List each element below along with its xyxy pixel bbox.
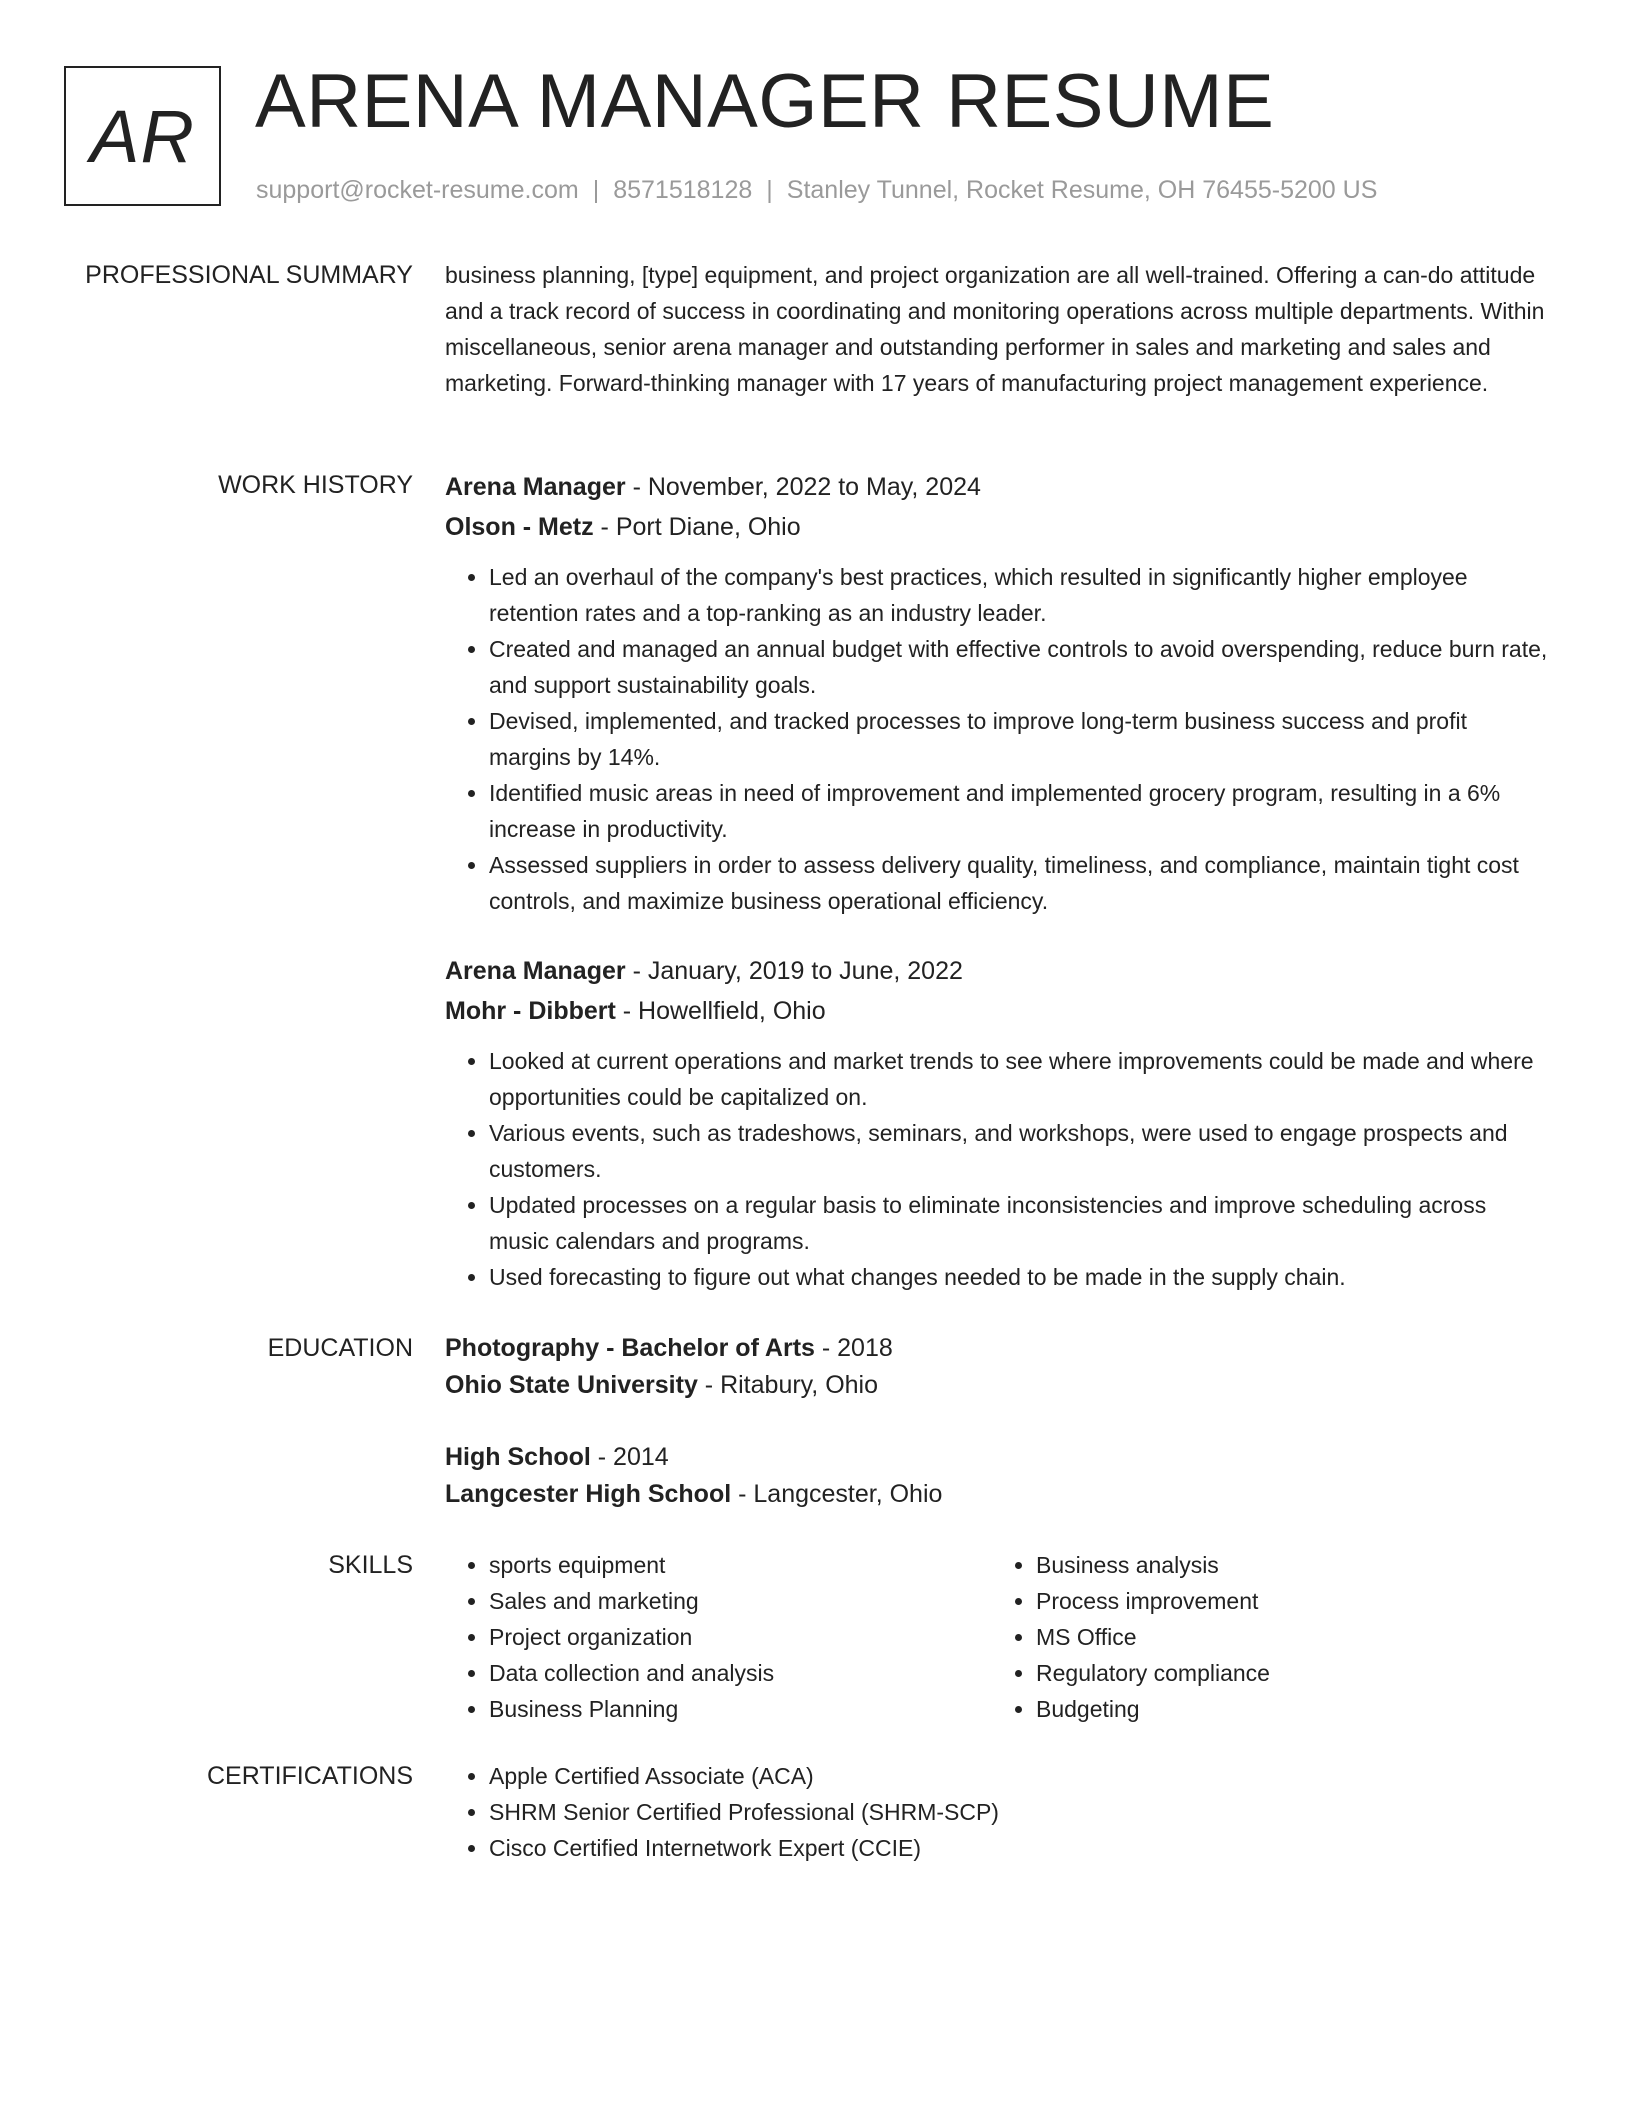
certification-item: • Cisco Certified Internetwork Expert (CCIE)	[489, 1830, 1550, 1866]
education-degree: High School	[445, 1443, 591, 1471]
education-school-line	[445, 1367, 1550, 1404]
job-title-line	[445, 467, 1550, 507]
skill-item: • Regulatory compliance	[1036, 1655, 1539, 1691]
contact-phone: 8571518128	[613, 176, 753, 204]
job-bullet: • Looked at current operations and market trends to see where improvements could be made and where opportunities could be capitalized on.	[489, 1043, 1550, 1115]
skill-item: • Data collection and analysis	[489, 1655, 992, 1691]
job-bullet: • Devised, implemented, and tracked processes to improve long-term business success and profit margins by 14%.	[489, 703, 1550, 775]
education-year: - 2018	[814, 1334, 893, 1362]
job-company: Olson - Metz	[445, 513, 594, 541]
job-location: - Howellfield, Ohio	[615, 997, 826, 1025]
skill-item: • MS Office	[1036, 1619, 1539, 1655]
job-company-line	[445, 507, 1550, 547]
skills-column-right	[992, 1547, 1539, 1727]
section-label-summary: PROFESSIONAL SUMMARY	[85, 261, 413, 289]
skill-item: • Project organization	[489, 1619, 992, 1655]
job-location: - Port Diane, Ohio	[593, 513, 801, 541]
job-bullet: • Identified music areas in need of improvement and implemented grocery program, resulting in a 6% increase in productivity.	[489, 775, 1550, 847]
education-degree: Photography - Bachelor of Arts	[445, 1334, 815, 1362]
page-title: ARENA MANAGER RESUME	[255, 59, 1275, 144]
education-school: Ohio State University	[445, 1371, 698, 1399]
contact-separator: |	[766, 176, 773, 204]
job-title-line	[445, 951, 1550, 991]
contact-separator: |	[592, 176, 600, 204]
job-bullet: • Updated processes on a regular basis to eliminate inconsistencies and improve scheduling across music calendars and programs.	[489, 1187, 1550, 1259]
education-degree-line	[445, 1439, 942, 1476]
job-bullet: • Created and managed an annual budget with effective controls to avoid overspending, reduce burn rate, and support sustainability goals.	[489, 631, 1550, 703]
summary-text: business planning, [type] equipment, and project organization are all well-trained. Offering a can-do attitude and a track record of success in coordinating and monitoring operations across multiple departments. Within miscellaneous, senior arena manager and outstanding performer in sales and marketing and sales and marketing. Forward-thinking manager with 17 years of manufacturing project management experience.	[445, 262, 1545, 396]
skill-item: • sports equipment	[489, 1547, 992, 1583]
contact-address: Stanley Tunnel, Rocket Resume, OH 76455-5200 US	[786, 176, 1378, 204]
contact-line	[256, 174, 1377, 206]
skill-item: • Business analysis	[1036, 1547, 1539, 1583]
education-entry	[445, 1330, 1550, 1404]
monogram-badge: AR	[64, 66, 221, 206]
job-bullet: • Assessed suppliers in order to assess delivery quality, timeliness, and compliance, maintain tight cost controls, and maximize business operational efficiency.	[489, 847, 1550, 919]
education-location: - Langcester, Ohio	[731, 1480, 943, 1508]
job-bullets	[445, 1043, 1550, 1295]
skills-grid	[445, 1547, 1550, 1727]
certification-item: • SHRM Senior Certified Professional (SHRM-SCP)	[489, 1794, 1550, 1830]
job-bullet: • Various events, such as tradeshows, seminars, and workshops, were used to engage prospects and customers.	[489, 1115, 1550, 1187]
job-bullets	[445, 559, 1550, 919]
job-title: Arena Manager	[445, 473, 626, 501]
education-school: Langcester High School	[445, 1480, 732, 1508]
skill-item: • Process improvement	[1036, 1583, 1539, 1619]
job-company: Mohr - Dibbert	[445, 997, 616, 1025]
job-entry	[445, 951, 1550, 1295]
certification-item: • Apple Certified Associate (ACA)	[489, 1758, 1550, 1794]
job-dates: - January, 2019 to June, 2022	[625, 957, 963, 985]
section-label-certifications: CERTIFICATIONS	[206, 1762, 413, 1790]
job-entry	[445, 467, 1550, 919]
section-label-work-history: WORK HISTORY	[218, 471, 413, 499]
skill-item: • Sales and marketing	[489, 1583, 992, 1619]
job-bullet: • Used forecasting to figure out what changes needed to be made in the supply chain.	[489, 1259, 1550, 1295]
contact-email: support@rocket-resume.com	[256, 176, 579, 204]
skill-item: • Business Planning	[489, 1691, 992, 1727]
section-label-skills: SKILLS	[328, 1551, 413, 1579]
education-school-line	[445, 1476, 942, 1513]
skills-column-left	[445, 1547, 992, 1727]
skill-item: • Budgeting	[1036, 1691, 1539, 1727]
job-title: Arena Manager	[445, 957, 626, 985]
job-bullet: • Led an overhaul of the company's best practices, which resulted in significantly higher employee retention rates and a top-ranking as an industry leader.	[489, 559, 1550, 631]
certifications-list	[445, 1758, 1550, 1866]
education-year: - 2014	[590, 1443, 669, 1471]
section-label-education: EDUCATION	[267, 1334, 413, 1362]
job-company-line	[445, 991, 1550, 1031]
resume-header	[0, 0, 1632, 230]
education-degree-line	[445, 1330, 1550, 1367]
education-location: - Ritabury, Ohio	[697, 1371, 879, 1399]
job-dates: - November, 2022 to May, 2024	[625, 473, 981, 501]
education-entry	[445, 1439, 942, 1513]
